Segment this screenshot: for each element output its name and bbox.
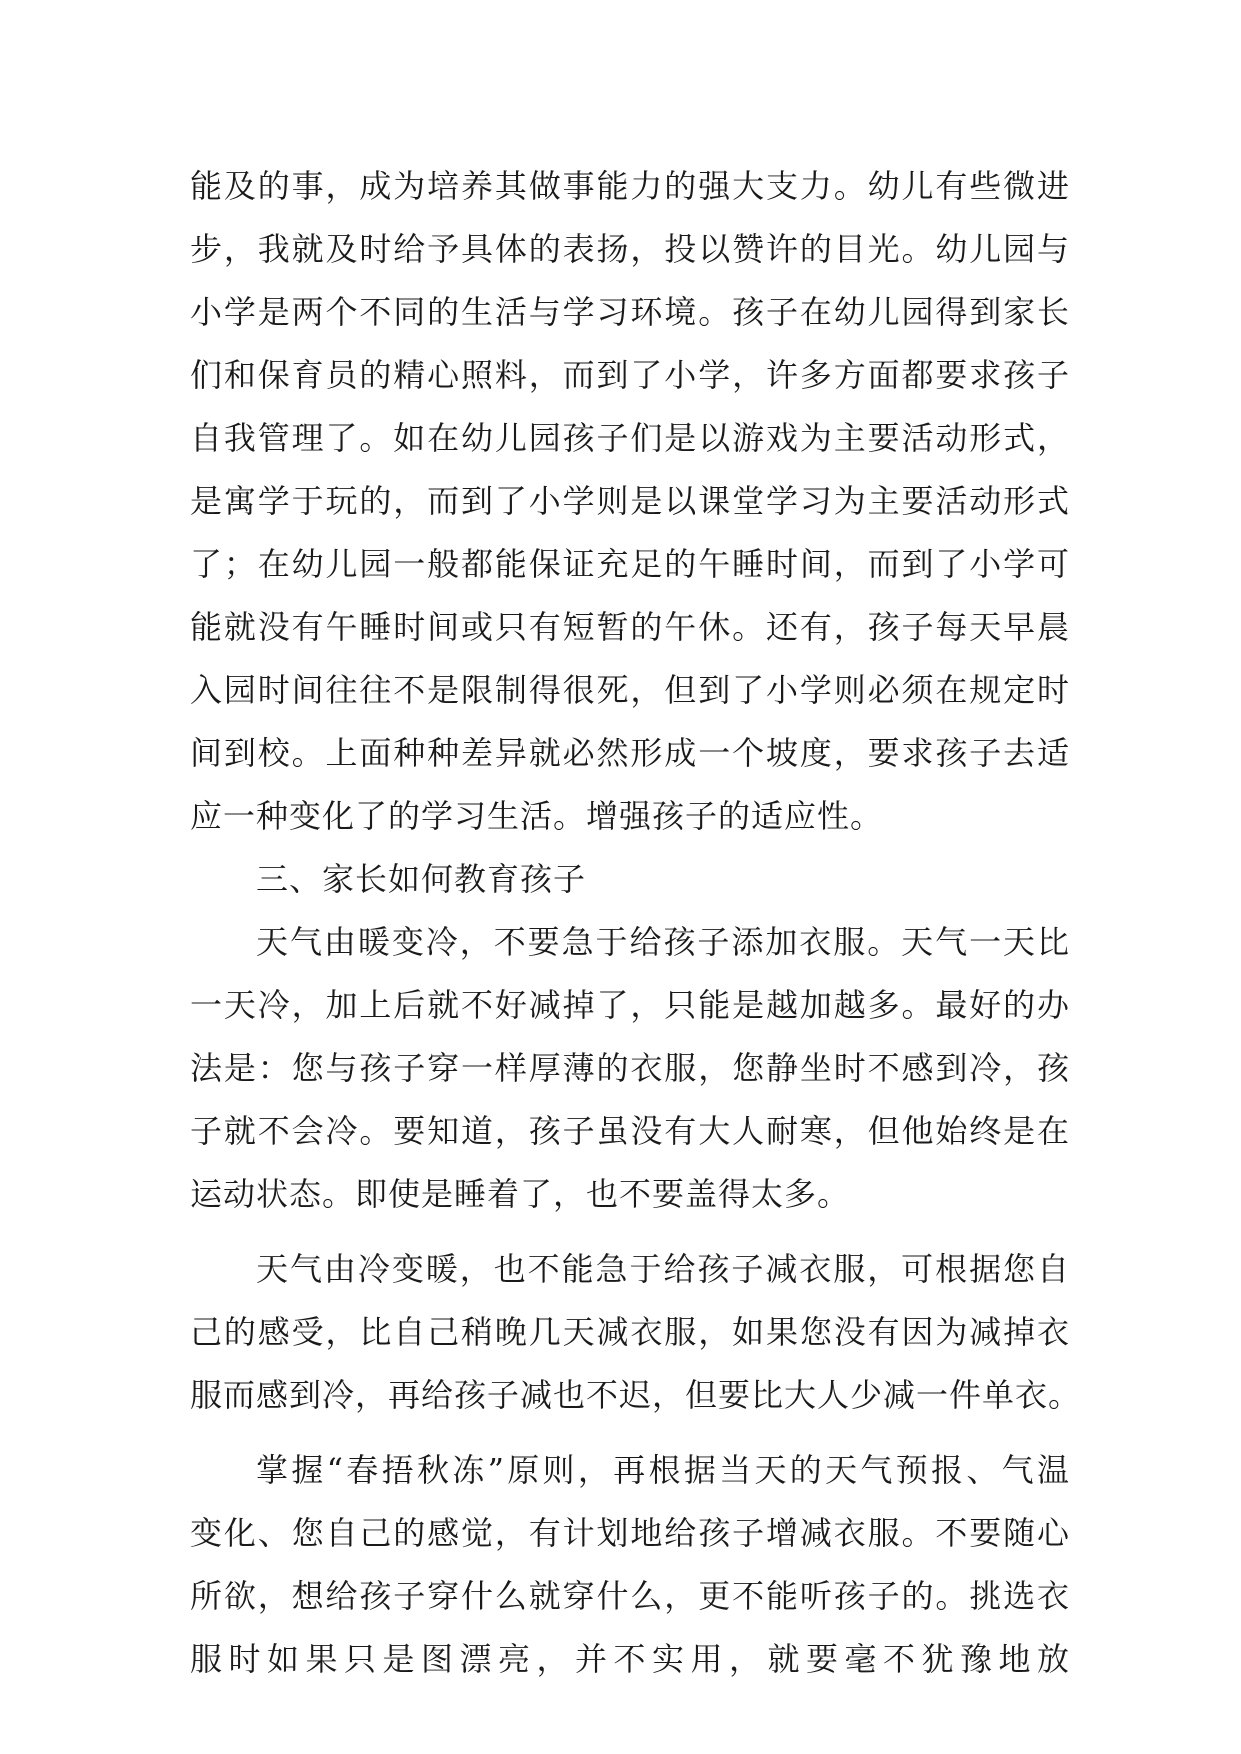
text-line: 自我管理了。如在幼儿园孩子们是以游戏为主要活动形式， — [190, 419, 1070, 457]
text-line: 天气由暖变冷，不要急于给孩子添加衣服。天气一天比 — [256, 923, 1070, 961]
text-line: 己的感受，比自己稍晚几天减衣服，如果您没有因为减掉衣 — [190, 1313, 1070, 1351]
paragraph-spacer — [190, 1226, 1070, 1238]
text-line: 变化、您自己的感觉，有计划地给孩子增减衣服。不要随心 — [190, 1514, 1070, 1552]
text-line: 应一种变化了的学习生活。增强孩子的适应性。 — [190, 797, 884, 835]
text-line: 所欲，想给孩子穿什么就穿什么，更不能听孩子的。挑选衣 — [190, 1577, 1070, 1615]
body-text — [190, 155, 1082, 1691]
text-line: 入园时间往往不是限制得很死，但到了小学则必须在规定时 — [190, 671, 1070, 709]
paragraph-spacer — [190, 1427, 1070, 1439]
text-line: 是寓学于玩的，而到了小学则是以课堂学习为主要活动形式 — [190, 482, 1070, 520]
text-line: 能就没有午睡时间或只有短暂的午休。还有，孩子每天早晨 — [190, 608, 1070, 646]
text-line: 间到校。上面种种差异就必然形成一个坡度，要求孩子去适 — [190, 734, 1070, 772]
text-line: 天气由冷变暖，也不能急于给孩子减衣服，可根据您自 — [256, 1250, 1070, 1288]
section-heading — [190, 848, 1070, 911]
text-line: 服时如果只是图漂亮，并不实用，就要毫不犹豫地放 — [190, 1640, 1070, 1678]
text-line: 法是：您与孩子穿一样厚薄的衣服，您静坐时不感到冷，孩 — [190, 1049, 1070, 1087]
text-line: 小学是两个不同的生活与学习环境。孩子在幼儿园得到家长 — [190, 293, 1070, 331]
text-line: 服而感到冷，再给孩子减也不迟，但要比大人少减一件单衣。 — [190, 1376, 1082, 1414]
text-line: 子就不会冷。要知道，孩子虽没有大人耐寒，但他始终是在 — [190, 1112, 1070, 1150]
text-line: 们和保育员的精心照料，而到了小学，许多方面都要求孩子 — [190, 356, 1070, 394]
text-line: 了；在幼儿园一般都能保证充足的午睡时间，而到了小学可 — [190, 545, 1070, 583]
paragraph-4 — [190, 1439, 1070, 1691]
text-line: 步，我就及时给予具体的表扬，投以赞许的目光。幼儿园与 — [190, 230, 1070, 268]
text-line: 掌握“春捂秋冻”原则，再根据当天的天气预报、气温 — [256, 1451, 1070, 1489]
text-line: 能及的事，成为培养其做事能力的强大支力。幼儿有些微进 — [190, 167, 1070, 205]
paragraph-1 — [190, 155, 1070, 848]
paragraph-3 — [190, 1238, 1082, 1427]
paragraph-2 — [190, 911, 1070, 1226]
text-line: 运动状态。即使是睡着了，也不要盖得太多。 — [190, 1175, 851, 1213]
heading-text: 三、家长如何教育孩子 — [256, 860, 587, 898]
text-line: 一天冷，加上后就不好减掉了，只能是越加越多。最好的办 — [190, 986, 1070, 1024]
